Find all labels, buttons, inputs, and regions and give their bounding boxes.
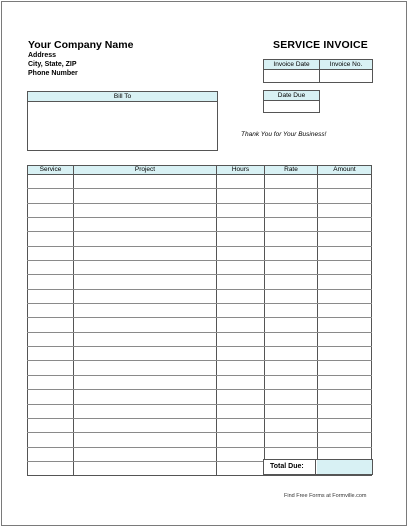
project-cell[interactable]: [74, 418, 217, 432]
project-cell[interactable]: [74, 246, 217, 260]
rate-cell[interactable]: [265, 275, 318, 289]
rate-cell[interactable]: [265, 232, 318, 246]
service-cell[interactable]: [28, 261, 74, 275]
hours-cell[interactable]: [217, 404, 265, 418]
rate-cell[interactable]: [265, 304, 318, 318]
table-body: [28, 175, 372, 476]
invoice-info-box: [263, 59, 373, 83]
hours-cell[interactable]: [217, 390, 265, 404]
amount-cell[interactable]: [318, 189, 372, 203]
invoice-date-column: [264, 60, 320, 82]
amount-cell[interactable]: [318, 289, 372, 303]
bill-to-field[interactable]: [28, 102, 217, 150]
project-cell[interactable]: [74, 275, 217, 289]
project-cell[interactable]: [74, 375, 217, 389]
table-row: [28, 332, 372, 346]
project-cell[interactable]: [74, 175, 217, 189]
table-row: [28, 318, 372, 332]
bill-to-label: Bill To: [28, 92, 217, 102]
project-cell[interactable]: [74, 232, 217, 246]
table-row: [28, 218, 372, 232]
project-cell[interactable]: [74, 361, 217, 375]
total-due-field[interactable]: [317, 460, 372, 474]
column-header-service: Service: [28, 166, 74, 175]
amount-cell[interactable]: [318, 246, 372, 260]
table-row: [28, 433, 372, 447]
amount-cell[interactable]: [318, 404, 372, 418]
rate-cell[interactable]: [265, 175, 318, 189]
project-cell[interactable]: [74, 390, 217, 404]
hours-cell[interactable]: [217, 232, 265, 246]
date-due-box: [263, 90, 320, 113]
table-row: [28, 361, 372, 375]
rate-cell[interactable]: [265, 390, 318, 404]
hours-cell[interactable]: [217, 433, 265, 447]
amount-cell[interactable]: [318, 347, 372, 361]
footer-credit: Find Free Forms at Formville.com: [284, 493, 367, 499]
hours-cell[interactable]: [217, 361, 265, 375]
rate-cell[interactable]: [265, 361, 318, 375]
invoice-page: [1, 1, 407, 526]
hours-cell[interactable]: [217, 304, 265, 318]
column-header-amount: Amount: [318, 166, 372, 175]
service-cell[interactable]: [28, 304, 74, 318]
service-cell[interactable]: [28, 175, 74, 189]
project-cell[interactable]: [74, 447, 217, 461]
table-row: [28, 175, 372, 189]
table-row: [28, 418, 372, 432]
table-row: [28, 289, 372, 303]
table-row: [28, 232, 372, 246]
amount-cell[interactable]: [318, 332, 372, 346]
hours-cell[interactable]: [217, 275, 265, 289]
rate-cell[interactable]: [265, 332, 318, 346]
table-row: [28, 189, 372, 203]
rate-cell[interactable]: [265, 189, 318, 203]
amount-cell[interactable]: [318, 375, 372, 389]
table-header-row: [28, 166, 372, 175]
project-cell[interactable]: [74, 304, 217, 318]
rate-cell[interactable]: [265, 218, 318, 232]
rate-cell[interactable]: [265, 404, 318, 418]
column-header-project: Project: [74, 166, 217, 175]
service-cell[interactable]: [28, 347, 74, 361]
invoice-date-field[interactable]: [264, 70, 319, 82]
hours-cell[interactable]: [217, 175, 265, 189]
hours-cell[interactable]: [217, 447, 265, 461]
service-cell[interactable]: [28, 433, 74, 447]
project-cell[interactable]: [74, 289, 217, 303]
project-cell[interactable]: [74, 404, 217, 418]
rate-cell[interactable]: [265, 203, 318, 217]
column-header-rate: Rate: [265, 166, 318, 175]
invoice-number-label: Invoice No.: [320, 60, 372, 70]
rate-cell[interactable]: [265, 347, 318, 361]
service-cell[interactable]: [28, 189, 74, 203]
amount-cell[interactable]: [318, 433, 372, 447]
hours-cell[interactable]: [217, 318, 265, 332]
table-row: [28, 304, 372, 318]
table-row: [28, 203, 372, 217]
hours-cell[interactable]: [217, 189, 265, 203]
project-cell[interactable]: [74, 332, 217, 346]
table-row: [28, 246, 372, 260]
hours-cell[interactable]: [217, 218, 265, 232]
amount-cell[interactable]: [318, 203, 372, 217]
hours-cell[interactable]: [217, 203, 265, 217]
hours-cell[interactable]: [217, 347, 265, 361]
invoice-number-column: [320, 60, 372, 82]
amount-cell[interactable]: [318, 418, 372, 432]
date-due-field[interactable]: [264, 101, 319, 112]
service-cell[interactable]: [28, 375, 74, 389]
rate-cell[interactable]: [265, 261, 318, 275]
hours-cell[interactable]: [217, 418, 265, 432]
service-cell[interactable]: [28, 275, 74, 289]
service-items-table: [27, 165, 372, 476]
company-city-state-zip: City, State, ZIP: [28, 61, 77, 68]
service-cell[interactable]: [28, 218, 74, 232]
project-cell[interactable]: [74, 189, 217, 203]
hours-cell[interactable]: [217, 261, 265, 275]
date-due-label: Date Due: [264, 91, 319, 101]
project-cell[interactable]: [74, 218, 217, 232]
rate-cell[interactable]: [265, 375, 318, 389]
amount-cell[interactable]: [318, 218, 372, 232]
rate-cell[interactable]: [265, 246, 318, 260]
project-cell[interactable]: [74, 261, 217, 275]
total-due-label: Total Due:: [264, 460, 316, 474]
service-cell[interactable]: [28, 318, 74, 332]
project-cell[interactable]: [74, 347, 217, 361]
hours-cell[interactable]: [217, 289, 265, 303]
thank-you-note: Thank You for Your Business!: [241, 131, 327, 138]
total-due-box: [263, 459, 373, 475]
amount-cell[interactable]: [318, 232, 372, 246]
service-cell[interactable]: [28, 289, 74, 303]
table-row: [28, 390, 372, 404]
hours-cell[interactable]: [217, 246, 265, 260]
column-header-hours: Hours: [217, 166, 265, 175]
company-phone: Phone Number: [28, 70, 78, 77]
service-cell[interactable]: [28, 232, 74, 246]
amount-cell[interactable]: [318, 390, 372, 404]
amount-cell[interactable]: [318, 175, 372, 189]
rate-cell[interactable]: [265, 433, 318, 447]
hours-cell[interactable]: [217, 375, 265, 389]
service-cell[interactable]: [28, 332, 74, 346]
hours-cell[interactable]: [217, 332, 265, 346]
table-row: [28, 375, 372, 389]
amount-cell[interactable]: [318, 361, 372, 375]
amount-cell[interactable]: [318, 275, 372, 289]
service-cell[interactable]: [28, 246, 74, 260]
amount-cell[interactable]: [318, 318, 372, 332]
table-row: [28, 404, 372, 418]
project-cell[interactable]: [74, 203, 217, 217]
bill-to-box: [27, 91, 218, 151]
company-name: Your Company Name: [28, 39, 134, 51]
service-cell[interactable]: [28, 390, 74, 404]
hours-cell[interactable]: [217, 461, 265, 475]
invoice-date-label: Invoice Date: [264, 60, 319, 70]
service-cell[interactable]: [28, 361, 74, 375]
service-cell[interactable]: [28, 461, 74, 475]
rate-cell[interactable]: [265, 318, 318, 332]
project-cell[interactable]: [74, 318, 217, 332]
table-row: [28, 347, 372, 361]
rate-cell[interactable]: [265, 289, 318, 303]
project-cell[interactable]: [74, 433, 217, 447]
company-address: Address: [28, 52, 57, 59]
service-cell[interactable]: [28, 404, 74, 418]
amount-cell[interactable]: [318, 304, 372, 318]
invoice-number-field[interactable]: [320, 70, 372, 82]
table-row: [28, 261, 372, 275]
rate-cell[interactable]: [265, 418, 318, 432]
service-cell[interactable]: [28, 203, 74, 217]
service-cell[interactable]: [28, 447, 74, 461]
table-row: [28, 275, 372, 289]
service-cell[interactable]: [28, 418, 74, 432]
amount-cell[interactable]: [318, 261, 372, 275]
invoice-title: SERVICE INVOICE: [273, 39, 368, 51]
project-cell[interactable]: [74, 461, 217, 475]
